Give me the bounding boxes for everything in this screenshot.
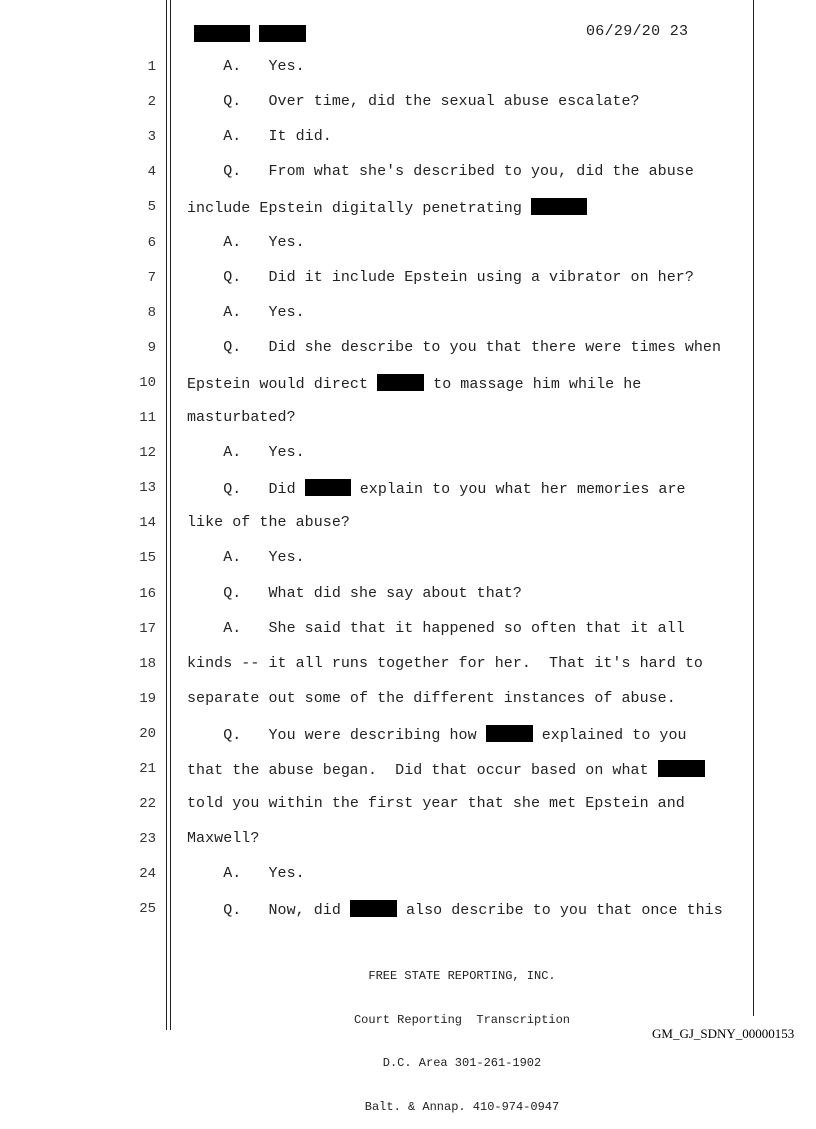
- line-number: 18: [139, 655, 156, 672]
- transcript-line: [187, 865, 305, 882]
- line-text-segment: that the abuse began. Did that occur based on what: [187, 762, 658, 779]
- transcript-line: [187, 900, 723, 919]
- line-text-segment: kinds -- it all runs together for her. That it's hard to: [187, 654, 703, 672]
- line-number: 24: [139, 866, 156, 883]
- redaction-box: [531, 198, 587, 215]
- line-number: 1: [147, 59, 156, 75]
- line-number: 7: [147, 269, 156, 286]
- transcript-line: [187, 725, 687, 744]
- line-text-segment: include Epstein digitally penetrating: [187, 200, 531, 218]
- line-text-segment: A. Yes.: [187, 303, 305, 321]
- footer-company: FREE STATE REPORTING, INC.: [368, 969, 556, 983]
- transcript-line: [187, 409, 296, 426]
- line-number: 4: [147, 164, 156, 181]
- line-text-segment: Q. Now, did: [187, 902, 350, 920]
- line-text-segment: Maxwell?: [187, 830, 260, 848]
- transcript-line: [187, 655, 703, 672]
- line-number: 14: [139, 515, 156, 532]
- footer-balt-phone: Balt. & Annap. 410-974-0947: [364, 1099, 560, 1114]
- line-number: 9: [147, 339, 156, 356]
- transcript-line: [187, 339, 721, 356]
- header-redaction-2: [259, 25, 306, 42]
- line-number: 20: [139, 725, 156, 742]
- footer-dc-phone: D.C. Area 301-261-1902: [382, 1056, 542, 1070]
- transcript-line: [187, 549, 305, 566]
- line-number: 10: [139, 374, 156, 391]
- line-text-segment: Q. Did it include Epstein using a vibrator on her?: [187, 268, 694, 286]
- line-number: 15: [139, 550, 156, 567]
- transcript-line: [187, 795, 685, 812]
- line-text-segment: A. Yes.: [187, 865, 305, 883]
- transcript-line: [187, 93, 640, 110]
- line-text-segment: A. Yes.: [187, 549, 305, 567]
- line-number: 6: [147, 234, 156, 251]
- line-text-segment: explained to you: [532, 726, 687, 744]
- header-page-number: 23: [669, 23, 689, 40]
- line-number: 11: [139, 410, 156, 426]
- transcript-line: [187, 58, 305, 75]
- redaction-box: [486, 725, 533, 742]
- line-number: 5: [147, 199, 156, 216]
- line-number: 21: [139, 761, 156, 777]
- line-text-segment: also describe to you that once this: [396, 902, 723, 920]
- line-text-segment: A. She said that it happened so often that it all: [187, 619, 685, 637]
- transcript-line: [187, 479, 686, 498]
- line-number: 8: [147, 304, 156, 321]
- line-text-segment: to massage him while he: [424, 375, 642, 393]
- line-text-segment: A. Yes.: [187, 444, 305, 462]
- redaction-box: [377, 374, 424, 391]
- left-margin-rule-inner: [170, 0, 171, 1030]
- transcript-line: [187, 444, 305, 461]
- line-number: 17: [139, 620, 156, 637]
- transcript-line: [187, 760, 705, 779]
- transcript-line: [187, 514, 350, 531]
- line-number: 12: [139, 445, 156, 462]
- redaction-box: [350, 900, 397, 917]
- reporter-footer: [300, 940, 624, 1129]
- line-number: 3: [147, 129, 156, 146]
- line-text-segment: Epstein would direct: [187, 375, 378, 393]
- line-text-segment: separate out some of the different instances of abuse.: [187, 689, 676, 707]
- transcript-line: [187, 234, 305, 251]
- line-number: 22: [139, 796, 156, 813]
- transcript-line: [187, 269, 694, 286]
- transcript-line: [187, 830, 259, 847]
- redaction-box: [305, 479, 351, 496]
- transcript-line: [187, 128, 332, 145]
- line-text-segment: told you within the first year that she met Epstein and: [187, 795, 685, 813]
- transcript-line: [187, 374, 641, 393]
- transcript-line: [187, 585, 522, 602]
- transcript-line: [187, 304, 305, 321]
- line-number: 23: [139, 831, 156, 848]
- line-number: 16: [139, 585, 156, 602]
- line-number: 19: [139, 690, 156, 707]
- line-text-segment: A. Yes.: [187, 58, 305, 75]
- line-text-segment: masturbated?: [187, 409, 296, 426]
- transcript-line: [187, 620, 685, 637]
- transcript-line: [187, 198, 587, 217]
- line-text-segment: Q. Did: [187, 481, 305, 499]
- line-number: 25: [139, 901, 156, 918]
- header-date: 06/29/20: [586, 23, 661, 40]
- bates-number: GM_GJ_SDNY_00000153: [652, 1026, 795, 1041]
- footer-services: Court Reporting Transcription: [353, 1012, 571, 1027]
- transcript-line: [187, 163, 694, 180]
- line-text-segment: A. It did.: [187, 128, 332, 146]
- line-number: 13: [139, 480, 156, 497]
- line-text-segment: Q. What did she say about that?: [187, 584, 522, 602]
- line-text-segment: Q. Did she describe to you that there were times when: [187, 338, 722, 356]
- line-text-segment: Q. Over time, did the sexual abuse escalate?: [187, 93, 640, 111]
- line-text-segment: like of the abuse?: [187, 514, 350, 532]
- line-text-segment: A. Yes.: [187, 233, 305, 251]
- redaction-box: [658, 760, 705, 777]
- line-text-segment: Q. You were describing how: [187, 726, 486, 744]
- transcript-line: [187, 690, 676, 707]
- header-date-page: [586, 23, 688, 40]
- line-text-segment: Q. From what she's described to you, did the abuse: [187, 163, 694, 181]
- left-margin-rule-outer: [166, 0, 167, 1030]
- line-text-segment: explain to you what her memories are: [350, 481, 686, 499]
- line-number: 2: [147, 94, 156, 111]
- header-redaction-1: [194, 25, 250, 42]
- right-margin-rule: [753, 0, 754, 1016]
